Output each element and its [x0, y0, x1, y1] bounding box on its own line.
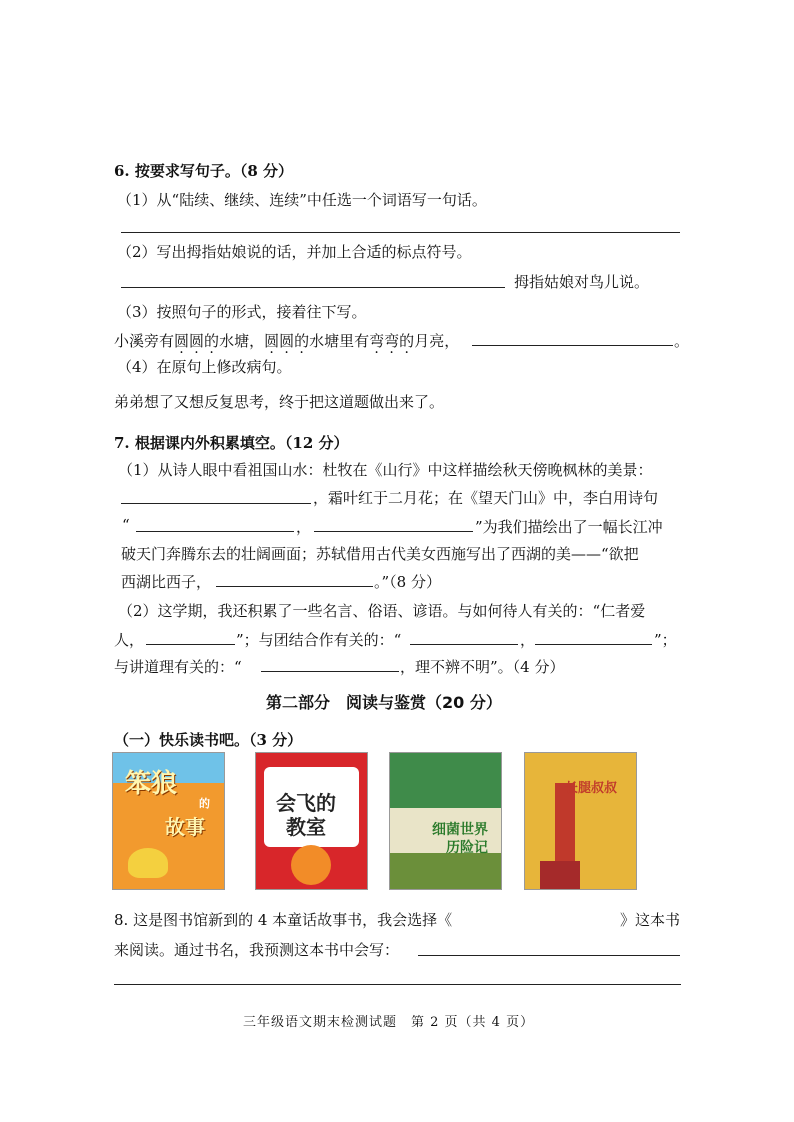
emphasis-char: 的 — [204, 332, 220, 350]
q7-p1-line4: 破天门奔腾东去的壮阔画面；苏轼借用古代美女西施写出了西湖的美——“欲把 — [121, 545, 639, 563]
book-cover-4 — [524, 752, 637, 890]
answer-line-q7-4[interactable] — [216, 586, 373, 587]
book-cover-2 — [255, 752, 368, 890]
cartoon-wolf-icon — [128, 848, 168, 878]
emphasis-char: 圆 — [279, 332, 295, 350]
q7-p1-line5a: 西湖比西子， — [121, 573, 212, 591]
q7-p1-line1: （1）从诗人眼中看祖国山水：杜牧在《山行》中这样描绘秋天傍晚枫林的美景： — [118, 461, 653, 479]
answer-line-q8-2[interactable] — [418, 955, 680, 956]
q7-title: 7. 根据课内外积累填空。（12 分） — [114, 434, 349, 452]
answer-line-q7-8[interactable] — [261, 671, 399, 672]
book-title-4: 长腿叔叔 — [565, 781, 618, 796]
answer-line-q7-7[interactable] — [535, 644, 652, 645]
sentence-seg: 水塘里有 — [309, 332, 370, 350]
q6-part3-end: 。 — [674, 332, 690, 350]
sentence-seg: 小溪旁有 — [114, 332, 175, 350]
q6-part3: （3）按照句子的形式，接着往下写。 — [117, 303, 367, 321]
ground-shape — [390, 853, 501, 889]
answer-line-q7-2[interactable] — [136, 531, 294, 532]
q7-p2-line3b: ，理不辨不明”。（4 分） — [400, 658, 565, 676]
emphasis-char: 圆 — [189, 332, 205, 350]
book-title-1a: 笨狼 — [125, 769, 178, 799]
forest-shape — [390, 753, 501, 808]
emphasis-char: 弯 — [369, 332, 385, 350]
q6-part4: （4）在原句上修改病句。 — [117, 358, 292, 376]
q8-line2: 来阅读。通过书名，我预测这本书中会写： — [114, 941, 400, 959]
answer-line-q6-3[interactable] — [472, 345, 673, 346]
answer-line-q7-1[interactable] — [121, 503, 311, 504]
answer-line-q7-3[interactable] — [314, 531, 473, 532]
answer-blank-q8-1[interactable] — [470, 926, 618, 927]
emphasis-char: 的 — [294, 332, 310, 350]
q6-part2: （2）写出拇指姑娘说的话，并加上合适的标点符号。 — [117, 243, 472, 261]
q6-title: 6. 按要求写句子。（8 分） — [114, 162, 294, 180]
q7-p2-line2c: ， — [520, 631, 536, 649]
q7-p2-line2b: ”；与团结合作有关的：“ — [236, 631, 402, 649]
q7-p1-line3b: ， — [296, 518, 312, 536]
emphasis-char: 圆 — [174, 332, 190, 350]
cartoon-boy-icon — [291, 845, 331, 885]
q7-p2-line2d: ”； — [654, 631, 677, 649]
book-title-3b: 历险记 — [446, 840, 488, 856]
book-cover-1 — [112, 752, 225, 890]
answer-line-q6-1[interactable] — [121, 232, 680, 233]
q7-p1-line2: ，霜叶红于二月花；在《望天门山》中，李白用诗句 — [313, 489, 659, 507]
page-footer: 三年级语文期末检测试题 第 2 页（共 4 页） — [243, 1015, 535, 1030]
q7-p1-line3a: “ — [122, 516, 130, 534]
q8-line1b: 》这本书 — [620, 911, 681, 929]
emphasis-char: 的 — [399, 332, 415, 350]
book-cover-3 — [389, 752, 502, 890]
answer-line-q8-3[interactable] — [114, 984, 681, 985]
part2-title: 第二部分 阅读与鉴赏（20 分） — [266, 693, 502, 712]
part2-subtitle: （一）快乐读书吧。（3 分） — [114, 731, 303, 749]
q7-p2-line1: （2）这学期，我还积累了一些名言、俗语、谚语。与如何待人有关的：“仁者爱 — [118, 602, 646, 620]
q7-p2-line3a: 与讲道理有关的：“ — [114, 658, 242, 676]
q8-line1a: 8. 这是图书馆新到的 4 本童话故事书，我会选择《 — [114, 911, 453, 929]
emphasis-char: 圆 — [264, 332, 280, 350]
emphasis-char: 弯 — [384, 332, 400, 350]
answer-line-q7-5[interactable] — [146, 644, 235, 645]
dotted-seg-1 — [174, 332, 219, 350]
answer-line-q6-2[interactable] — [121, 287, 505, 288]
q6-part2-tail: 拇指姑娘对鸟儿说。 — [514, 273, 650, 291]
sentence-seg: 水塘， — [219, 332, 265, 350]
q7-p1-line3c: ”为我们描绘出了一幅长江冲 — [475, 518, 663, 536]
dotted-seg-3 — [369, 332, 414, 350]
answer-line-q7-6[interactable] — [410, 644, 518, 645]
sentence-seg: 月亮， — [414, 332, 460, 350]
q6-part1: （1）从“陆续、继续、连续”中任选一个词语写一句话。 — [117, 191, 487, 209]
book-title-3a: 细菌世界 — [432, 822, 488, 838]
q6-part3-sentence — [114, 330, 459, 351]
figure-shape — [555, 783, 575, 873]
dotted-seg-2 — [264, 332, 309, 350]
q7-p1-line5b: 。”（8 分） — [374, 573, 441, 591]
q7-p2-line2a: 人， — [114, 631, 145, 649]
book-title-1b: 的 — [199, 797, 210, 810]
book-title-2b: 教室 — [286, 815, 326, 839]
q6-part4-sentence: 弟弟想了又想反复思考，终于把这道题做出来了。 — [114, 393, 445, 411]
book-title-1c: 故事 — [165, 815, 205, 839]
book-title-2a: 会飞的 — [276, 791, 336, 815]
mailbox-icon — [540, 861, 580, 889]
